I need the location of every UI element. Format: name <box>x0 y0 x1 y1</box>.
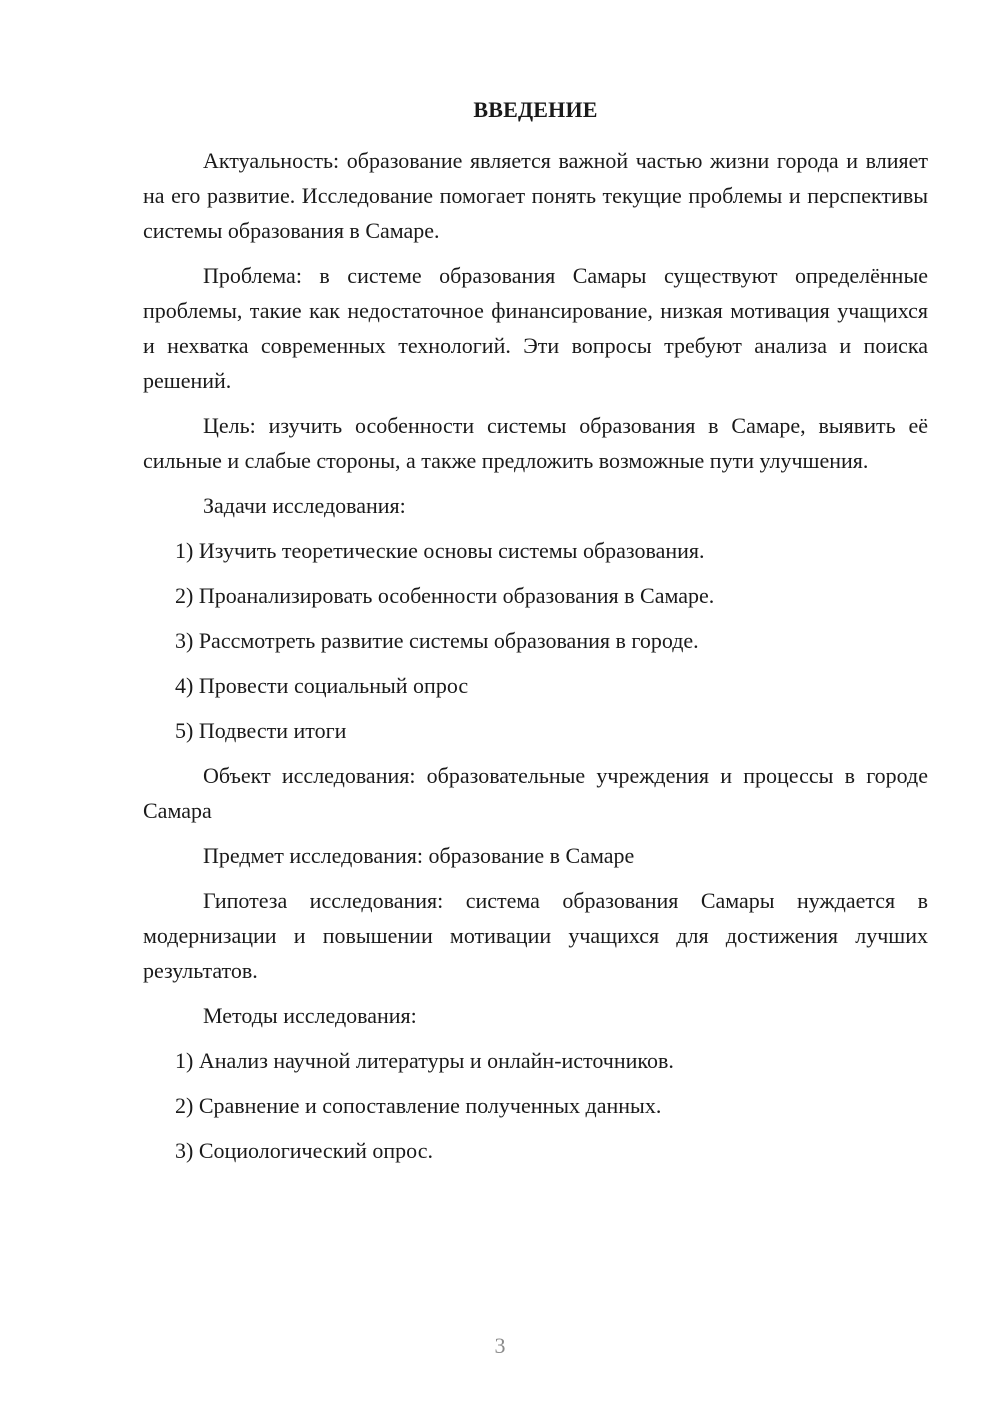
goal-paragraph: Цель: изучить особенности системы образования в Самаре, выявить её сильные и слабые стороны, а также предложить возможные пути улучшения. <box>143 413 928 473</box>
methods-list <box>143 1043 928 1168</box>
list-item: 4) Провести социальный опрос <box>175 673 469 698</box>
list-item: 1) Изучить теоретические основы системы образования. <box>175 538 705 563</box>
tasks-list <box>143 533 928 748</box>
list-item: 2) Проанализировать особенности образования в Самаре. <box>175 583 715 608</box>
subject-line: Предмет исследования: образование в Самаре <box>203 843 635 868</box>
hypothesis-paragraph: Гипотеза исследования: система образования Самары нуждается в модернизации и повышении мотивации учащихся для достижения лучших результатов. <box>143 888 928 983</box>
document-page <box>143 95 928 1178</box>
page-title: ВВЕДЕНИЕ <box>473 97 598 122</box>
tasks-heading: Задачи исследования: <box>203 493 406 518</box>
list-item: 2) Сравнение и сопоставление полученных данных. <box>175 1093 662 1118</box>
object-paragraph: Объект исследования: образовательные учреждения и процессы в городе Самара <box>143 763 928 823</box>
list-item: 3) Рассмотреть развитие системы образования в городе. <box>175 628 699 653</box>
methods-heading: Методы исследования: <box>203 1003 417 1028</box>
list-item: 1) Анализ научной литературы и онлайн-источников. <box>175 1048 674 1073</box>
relevance-paragraph: Актуальность: образование является важной частью жизни города и влияет на его развитие. Исследование помогает понять текущие проблемы и перспективы системы образования в Самаре. <box>143 148 928 243</box>
page-number: 3 <box>494 1333 506 1358</box>
list-item: 5) Подвести итоги <box>175 718 347 743</box>
list-item: 3) Социологический опрос. <box>175 1138 433 1163</box>
problem-paragraph: Проблема: в системе образования Самары существуют определённые проблемы, такие как недостаточное финансирование, низкая мотивация учащихся и нехватка современных технологий. Эти вопросы требуют анализа и поиска решений. <box>143 263 928 393</box>
